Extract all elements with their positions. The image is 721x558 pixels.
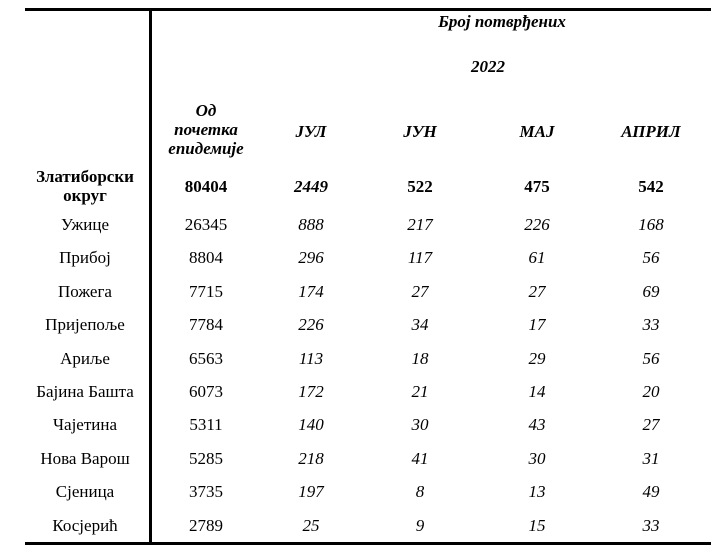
municipality-month-value: 9 <box>415 516 425 535</box>
region-month-value: 522 <box>407 177 433 196</box>
municipality-name: Ужице <box>60 215 110 234</box>
municipality-month-value: 43 <box>528 415 546 434</box>
municipality-name: Косјерић <box>52 516 118 535</box>
municipality-month-value: 41 <box>411 449 429 468</box>
municipality-month-value: 218 <box>298 449 324 468</box>
municipality-month-value: 30 <box>528 449 546 468</box>
municipality-month-value: 296 <box>298 248 324 267</box>
municipality-month-value: 27 <box>642 415 660 434</box>
municipality-month-value: 18 <box>411 349 429 368</box>
municipality-month-value: 14 <box>528 382 546 401</box>
municipality-month-value: 17 <box>528 315 546 334</box>
municipality-month-value: 30 <box>411 415 429 434</box>
municipality-since-start: 26345 <box>184 215 228 234</box>
municipality-since-start: 7784 <box>189 315 223 334</box>
municipality-month-value: 69 <box>642 282 660 301</box>
municipality-month-value: 56 <box>642 349 660 368</box>
municipality-since-start: 8804 <box>189 248 223 267</box>
region-name-line: Златиборски <box>36 167 134 186</box>
municipality-name: Чајетина <box>52 415 118 434</box>
municipality-month-value: 140 <box>298 415 324 434</box>
header-month-jul: ЈУЛ <box>295 122 327 141</box>
municipality-month-value: 49 <box>642 482 660 501</box>
municipality-name: Пожега <box>58 282 112 301</box>
municipality-name: Бајина Башта <box>36 382 134 401</box>
municipality-month-value: 29 <box>528 349 546 368</box>
municipality-month-value: 33 <box>642 315 660 334</box>
municipality-since-start: 7715 <box>189 282 223 301</box>
municipality-month-value: 174 <box>298 282 324 301</box>
municipality-month-value: 56 <box>642 248 660 267</box>
header-month-may: МАЈ <box>519 122 555 141</box>
municipality-since-start: 6563 <box>189 349 223 368</box>
municipality-month-value: 226 <box>298 315 324 334</box>
municipality-month-value: 168 <box>638 215 664 234</box>
municipality-month-value: 31 <box>642 449 660 468</box>
municipality-month-value: 61 <box>528 248 546 267</box>
municipality-since-start: 2789 <box>189 516 223 535</box>
municipality-month-value: 33 <box>642 516 660 535</box>
municipality-month-value: 113 <box>298 349 324 368</box>
municipality-month-value: 13 <box>528 482 546 501</box>
region-month-value: 475 <box>524 177 550 196</box>
header-since-start-line: почетка <box>174 120 238 139</box>
header-month-jun: ЈУН <box>403 122 437 141</box>
municipality-month-value: 8 <box>415 482 425 501</box>
municipality-since-start: 3735 <box>189 482 223 501</box>
municipality-month-value: 117 <box>407 248 433 267</box>
municipality-month-value: 888 <box>298 215 324 234</box>
municipality-since-start: 5311 <box>189 415 223 434</box>
header-since-start <box>168 101 243 158</box>
municipality-month-value: 27 <box>528 282 546 301</box>
municipality-month-value: 217 <box>407 215 433 234</box>
municipality-name: Ариље <box>60 349 110 368</box>
municipality-month-value: 197 <box>298 482 324 501</box>
municipality-month-value: 21 <box>411 382 429 401</box>
municipality-month-value: 34 <box>411 315 429 334</box>
municipality-month-value: 172 <box>298 382 324 401</box>
municipality-since-start: 5285 <box>189 449 223 468</box>
header-title: Број потврђених <box>438 12 566 31</box>
municipality-name: Нова Варош <box>40 449 130 468</box>
municipality-name: Сјеница <box>55 482 115 501</box>
column-divider <box>149 8 152 545</box>
region-month-value: 542 <box>638 177 664 196</box>
municipality-month-value: 27 <box>411 282 429 301</box>
municipality-month-value: 15 <box>528 516 546 535</box>
region-name-line: округ <box>63 186 107 205</box>
header-month-april: АПРИЛ <box>621 122 681 141</box>
municipality-since-start: 6073 <box>189 382 223 401</box>
municipality-month-value: 25 <box>302 516 320 535</box>
header-since-start-line: епидемије <box>168 139 244 158</box>
header-year: 2022 <box>471 57 505 76</box>
region-month-value: 2449 <box>294 177 328 196</box>
municipality-name: Прибој <box>59 248 111 267</box>
region-since-start: 80404 <box>184 177 228 196</box>
municipality-name: Пријепоље <box>45 315 125 334</box>
municipality-month-value: 20 <box>642 382 660 401</box>
region-name <box>36 167 134 205</box>
header-since-start-line: Од <box>195 101 217 120</box>
municipality-month-value: 226 <box>524 215 550 234</box>
